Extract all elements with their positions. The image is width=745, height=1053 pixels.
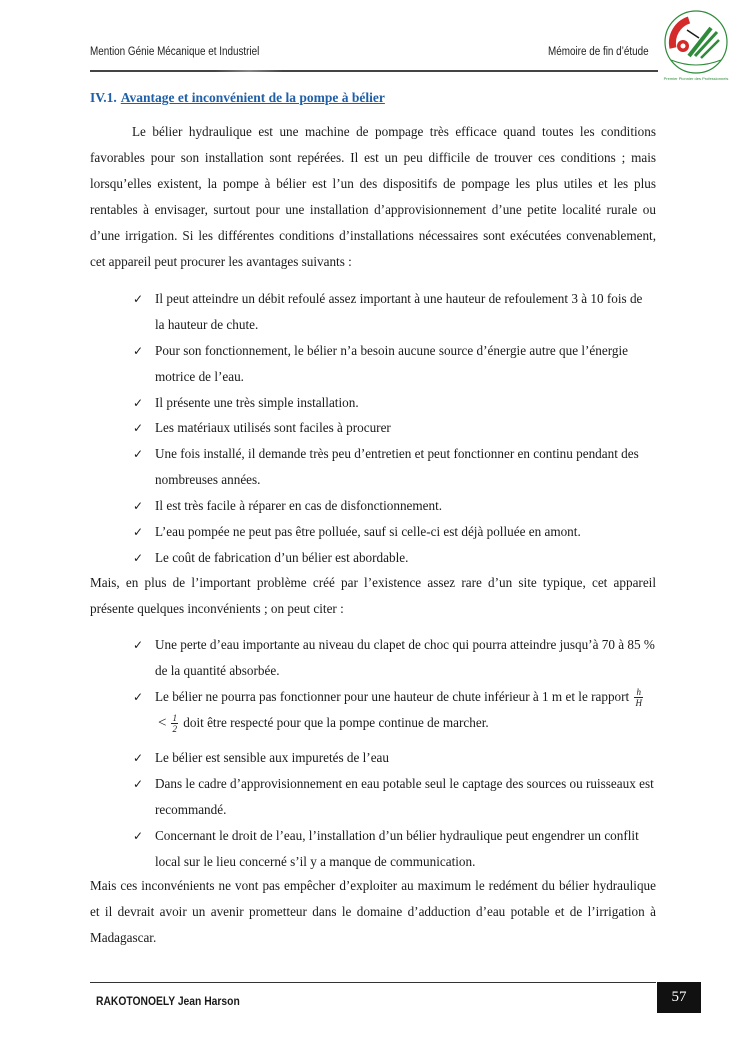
list-item (133, 519, 655, 545)
conclusion-paragraph: Mais ces inconvénients ne vont pas empêcher d’exploiter au maximum le redément du bélier hydraulique et il devrait avoir un avenir prometteur dans le domaine d’adduction d’eau potable et de l’irrigation à Madagascar. (90, 878, 656, 945)
list-item (133, 745, 655, 771)
list-item (133, 415, 655, 441)
institution-logo (659, 8, 733, 84)
list-item-text: Le coût de fabrication d’un bélier est abordable. (155, 550, 409, 565)
ratio-fraction (634, 687, 643, 708)
check-icon: ✓ (133, 638, 144, 652)
logo-caption: Premier Pionnier des Professionnels (663, 76, 729, 81)
fraction-numerator: 1 (172, 713, 177, 724)
list-item-text: Concernant le droit de l’eau, l’installation d’un bélier hydraulique peut engendrer un conflit local sur le lieu concerné s’il y a manque de communication. (155, 828, 639, 869)
list-item (133, 338, 655, 390)
footer-rule (90, 982, 656, 983)
check-icon: ✓ (133, 292, 144, 306)
list-item-text: Le bélier est sensible aux impuretés de l’eau (155, 750, 389, 765)
footer-author: RAKOTONOELY Jean Harson (96, 994, 240, 1008)
header-right-text: Mémoire de fin d’étude (548, 46, 649, 58)
section-number: IV.1. (90, 90, 117, 105)
page-number: 57 (657, 982, 701, 1013)
list-item-text: Une fois installé, il demande très peu d’entretien et peut fonctionner en continu pendant des nombreuses années. (155, 446, 639, 487)
check-icon: ✓ (133, 751, 144, 765)
list-item-text: doit être respecté pour que la pompe continue de marcher. (183, 715, 489, 730)
transition-paragraph: Mais, en plus de l’important problème créé par l’existence assez rare d’un site typique, cet appareil présente quelques inconvénients ; on peut citer : (90, 575, 656, 616)
list-item (133, 493, 655, 519)
list-item (133, 771, 655, 823)
check-icon: ✓ (133, 525, 144, 539)
list-item (133, 286, 655, 338)
list-item-text: Les matériaux utilisés sont faciles à procurer (155, 420, 391, 435)
check-icon: ✓ (133, 447, 144, 461)
list-item (133, 632, 655, 684)
check-icon: ✓ (133, 396, 144, 410)
list-item-text: Pour son fonctionnement, le bélier n’a besoin aucune source d’énergie autre que l’énergie motrice de l’eau. (155, 343, 628, 384)
check-icon: ✓ (133, 421, 144, 435)
less-than-sign: < (158, 715, 167, 731)
list-item (133, 441, 655, 493)
list-item (133, 390, 655, 416)
check-icon: ✓ (133, 551, 144, 565)
check-icon: ✓ (133, 499, 144, 513)
list-item-text: Le bélier ne pourra pas fonctionner pour une hauteur de chute inférieur à 1 m et le rapport (155, 689, 630, 704)
check-icon: ✓ (133, 344, 144, 358)
list-item-text: Il présente une très simple installation. (155, 395, 359, 410)
fraction-numerator: h (636, 687, 641, 698)
check-icon: ✓ (133, 777, 144, 791)
list-item-text: Il est très facile à réparer en cas de disfonctionnement. (155, 498, 443, 513)
list-item-text: L’eau pompée ne peut pas être polluée, sauf si celle-ci est déjà polluée en amont. (155, 524, 581, 539)
intro-paragraph: Le bélier hydraulique est une machine de pompage très efficace quand toutes les conditions favorables pour son installation sont repérées. Il est un peu difficile de trouver ces conditions ; mais lorsqu’elles existent, la pompe à bélier est l’un des dispositifs de pompage les plus utiles et les plus rentables à envisager, surtout pour une installation d’approvisionnement d’une petite localité rurale ou d’une irrigation. Si les différentes conditions d’installations nécessaires sont exécutées convenablement, cet appareil peut procurer les avantages suivants : (90, 124, 656, 269)
list-item-text: Dans le cadre d’approvisionnement en eau potable seul le captage des sources ou ruisseaux est recommandé. (155, 776, 654, 817)
section-heading (90, 90, 385, 106)
header-rule (90, 70, 658, 72)
list-item-text: Il peut atteindre un débit refoulé assez important à une hauteur de refoulement 3 à 10 fois de la hauteur de chute. (155, 291, 643, 332)
list-item (133, 545, 655, 571)
list-item-text: Une perte d’eau importante au niveau du clapet de choc qui pourra atteindre jusqu’à 70 à 85 % de la quantité absorbée. (155, 637, 655, 678)
fraction-denominator: 2 (172, 724, 177, 735)
section-title: Avantage et inconvénient de la pompe à bélier (120, 90, 385, 105)
header-left-text: Mention Génie Mécanique et Industriel (90, 46, 260, 58)
half-fraction (171, 713, 178, 734)
check-icon: ✓ (133, 690, 144, 704)
list-item (133, 684, 655, 736)
fraction-denominator: H (635, 698, 642, 709)
check-icon: ✓ (133, 829, 144, 843)
list-item (133, 823, 655, 875)
